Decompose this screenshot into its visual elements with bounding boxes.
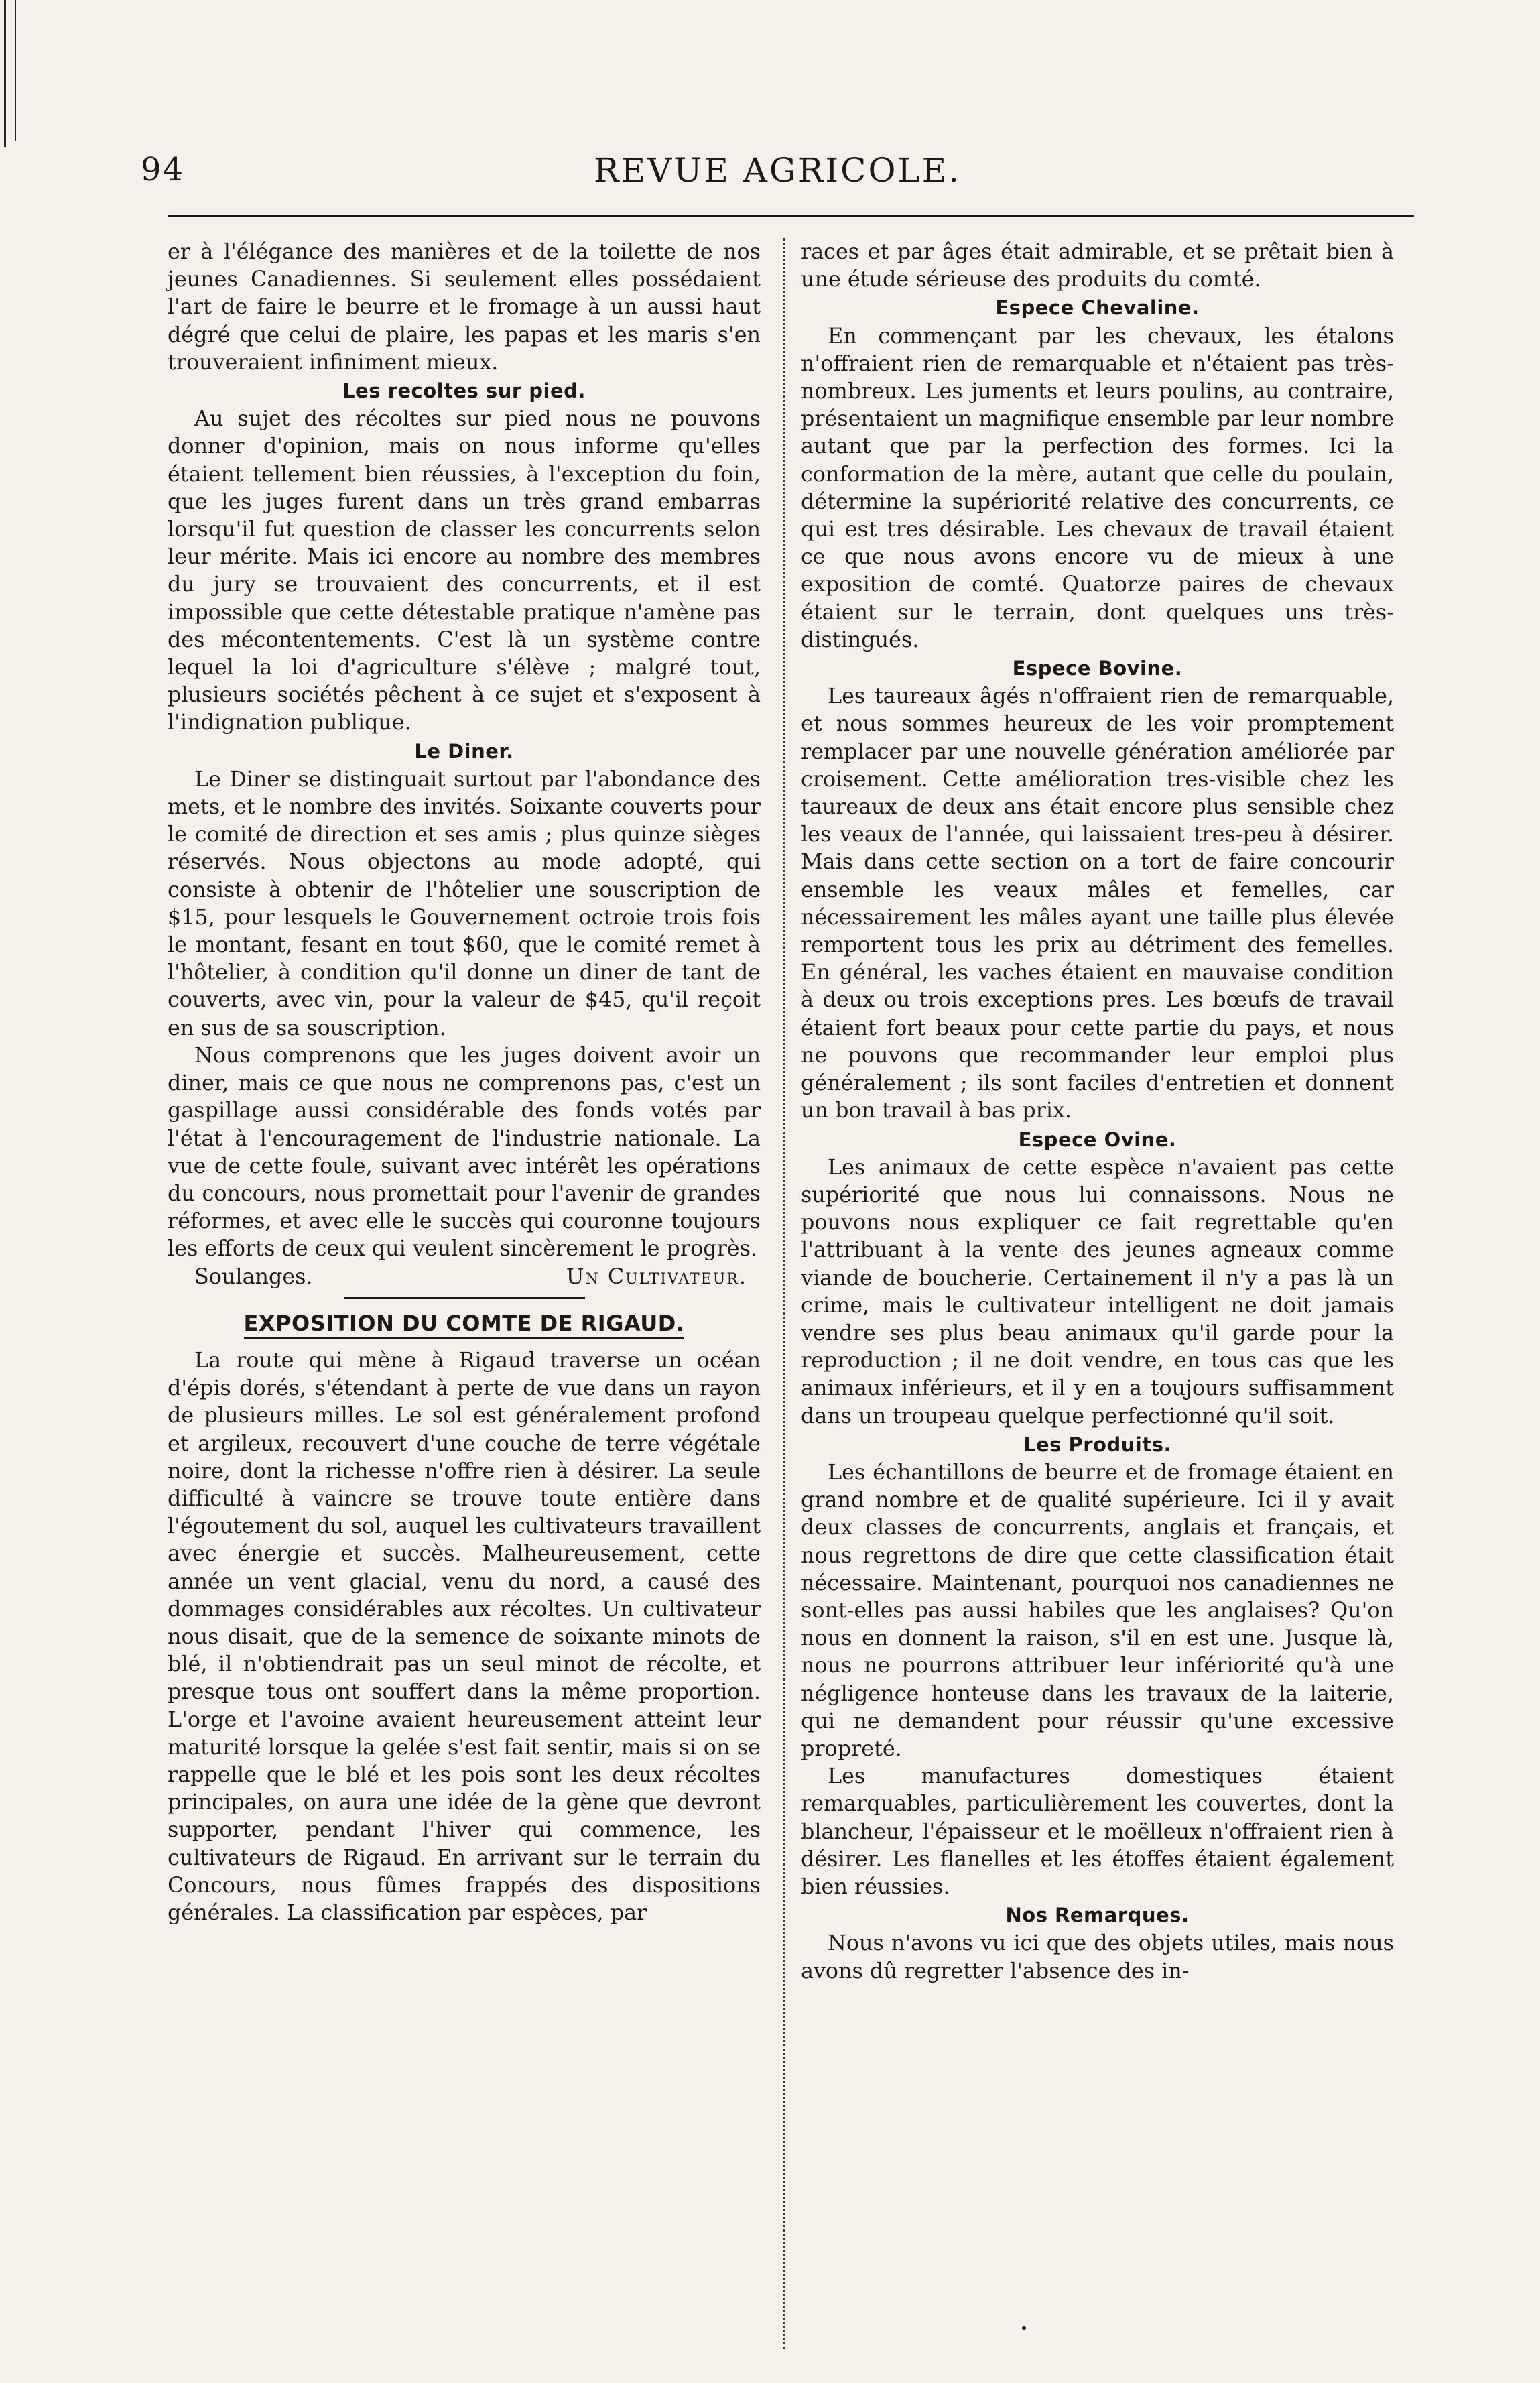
paragraph: Les taureaux âgés n'offraient rien de remarquable, et nous sommes heureux de les voir promptement remplacer par une nouvelle génération améliorée par croisement. Cette amélioration tres-visible chez les taureaux de deux ans était encore plus sensible chez les veaux de l'année, qui laissaient tres-peu à désirer. Mais dans cette section on a tort de faire concourir ensemble les veaux mâles et femelles, car nécessairement les mâles ayant une taille plus élevée remportent tous les prix au détriment des femelles. En général, les vaches étaient en mauvaise condition à deux ou trois exceptions pres. Les bœufs de travail étaient fort beaux pour cette partie du pays, et nous ne pouvons que recommander leur emploi plus généralement ; ils sont faciles d'entretien et donnent un bon travail à bas prix. <box>801 684 1394 1123</box>
paragraph: Le Diner se distinguait surtout par l'abondance des mets, et le nombre des invités. Soixante couverts pour le comité de direction et ses amis ; plus quinze sièges réservés. Nous objectons au mode adopté, qui consiste à obtenir de l'hôtelier une souscription de $15, pour lesquels le Gouvernement octroie trois fois le montant, fesant en tout $60, que le comité remet à l'hôtelier, à condition qu'il donne un diner de tant de couverts, avec vin, pour la valeur de $45, qu'il reçoit en sus de sa souscription. <box>168 766 761 1040</box>
section-heading: Les Produits. <box>1023 1432 1171 1456</box>
paragraph: er à l'élégance des manières et de la toilette de nos jeunes Canadiennes. Si seulement elles possédaient l'art de faire le beurre et le fromage à un aussi haut dégré que celui de plaire, les papas et les maris s'en trouveraient infiniment mieux. <box>168 239 761 375</box>
paragraph: Les animaux de cette espèce n'avaient pas cette supériorité que nous lui connaissons. Nous ne pouvons nous expliquer ce fait regrettable qu'en l'attribuant à la vente des jeunes agneaux comme viande de boucherie. Certainement il n'y a pas là un crime, mais le cultivateur intelligent ne doit jamais vendre ses plus beau animaux qu'il garde pour la reproduction ; il ne doit vendre, en tous cas que les animaux inférieurs, et il y en a toujours suffisamment dans un troupeau quelque perfectionné qu'il soit. <box>801 1154 1394 1428</box>
running-title: REVUE AGRICOLE. <box>593 151 962 190</box>
page-edge-mark-2 <box>15 0 16 141</box>
paragraph: La route qui mène à Rigaud traverse un océan d'épis dorés, s'étendant à perte de vue dans un rayon de plusieurs milles. Le sol est généralement profond et argileux, recouvert d'une couche de terre végétale noire, dont la richesse n'offre rien à désirer. La seule difficulté à vaincre se trouve toute entière dans l'égoutement du sol, auquel les cultivateurs travaillent avec énergie et succès. Malheureusement, cette année un vent glacial, venu du nord, a causé des dommages considérables aux récoltes. Un cultivateur nous disait, que de la semence de soixante minots de blé, il n'obtiendrait pas un seul minot de récolte, et presque tous ont souffert dans la même proportion. L'orge et l'avoine avaient heureusement atteint leur maturité lorsque la gelée s'est fait sentir, mais si on se rappelle que le blé et les pois sont les deux récoltes principales, on aura une idée de la gène que devront supporter, pendant l'hiver qui commence, les cultivateurs de Rigaud. En arrivant sur le terrain du Concours, nous fûmes frappés des dispositions générales. La classification par espèces, par <box>168 1347 761 1925</box>
printer-mark <box>1022 2326 1026 2330</box>
paragraph: races et par âges était admirable, et se prêtait bien à une étude sérieuse des produits du comté. <box>801 239 1394 292</box>
signature-place: Soulanges. <box>194 1264 313 1289</box>
paragraph: Les échantillons de beurre et de fromage étaient en grand nombre et de qualité supérieure. Ici il y avait deux classes de concurrents, anglais et français, et nous regrettons de dire que cette classification était nécessaire. Maintenant, pourquoi nos canadiennes ne sont-elles pas aussi habiles que les anglaises? Qu'on nous en donnent la raison, s'il en est une. Jusque là, nous ne pourrons attribuer leur infériorité qu'à une négligence honteuse dans les travaux de la laiterie, qui ne demandent pour réussir qu'une excessive propreté. <box>801 1459 1394 1761</box>
section-heading: Le Diner. <box>414 739 514 763</box>
left-column <box>168 238 761 1927</box>
section-heading: Espece Chevaline. <box>995 296 1200 320</box>
header-rule <box>168 215 1414 217</box>
section-heading: Espece Ovine. <box>1018 1127 1177 1151</box>
page-number: 94 <box>141 151 185 188</box>
right-column <box>801 238 1394 1985</box>
article-title <box>168 1310 761 1337</box>
page-edge-mark <box>4 0 6 147</box>
paragraph: Les manufactures domestiques étaient remarquables, particulièrement les couvertes, dont la blancheur, l'épaisseur et le moëlleux n'offraient rien à désirer. Les flanelles et les étoffes étaient également bien réussies. <box>801 1764 1394 1899</box>
paragraph: Nous n'avons vu ici que des objets utiles, mais nous avons dû regretter l'absence des in- <box>801 1931 1394 1983</box>
paragraph: Nous comprenons que les juges doivent avoir un diner, mais ce que nous ne comprenons pas, c'est un gaspillage aussi considérable des fonds votés par l'état à l'encouragement de l'industrie nationale. La vue de cette foule, suivant avec intérêt les opérations du concours, nous promettait pour l'avenir de grandes réformes, et avec elle le succès qui couronne toujours les efforts de ceux qui veulent sincèrement le progrès. <box>168 1042 761 1262</box>
page-header <box>141 151 1414 211</box>
column-divider <box>783 238 785 2349</box>
signature <box>168 1263 761 1290</box>
section-rule <box>344 1297 585 1299</box>
paragraph: Au sujet des récoltes sur pied nous ne pouvons donner d'opinion, mais on nous informe qu'elles étaient tellement bien réussies, à l'exception du foin, que les juges furent dans un très grand embarras lorsqu'il fut question de classer les concurrents selon leur mérite. Mais ici encore au nombre des membres du jury se trouvaient des concurrents, et il est impossible que cette détestable pratique n'amène pas des mécontentements. C'est là un système contre lequel la loi d'agriculture s'élève ; malgré tout, plusieurs sociétés pêchent à ce sujet et s'exposent à l'indignation publique. <box>168 406 761 735</box>
paragraph: En commençant par les chevaux, les étalons n'offraient rien de remarquable et n'étaient pas très-nombreux. Les juments et leurs poulins, au contraire, présentaient un magnifique ensemble par leur nombre autant que par la perfection des formes. Ici la conformation de la mère, autant que celle du poulain, détermine la supériorité relative des concurrents, ce qui est tres désirable. Les chevaux de travail étaient ce que nous avons encore vu de mieux à une exposition de comté. Quatorze paires de chevaux étaient sur le terrain, dont quelques uns très-distingués. <box>801 323 1394 652</box>
section-heading: Nos Remarques. <box>1005 1904 1190 1927</box>
section-heading: Les recoltes sur pied. <box>342 379 586 403</box>
article-title-text: EXPOSITION DU COMTE DE RIGAUD. <box>244 1310 685 1339</box>
signature-author: Un Cultivateur. <box>566 1264 747 1289</box>
section-heading: Espece Bovine. <box>1012 657 1183 680</box>
